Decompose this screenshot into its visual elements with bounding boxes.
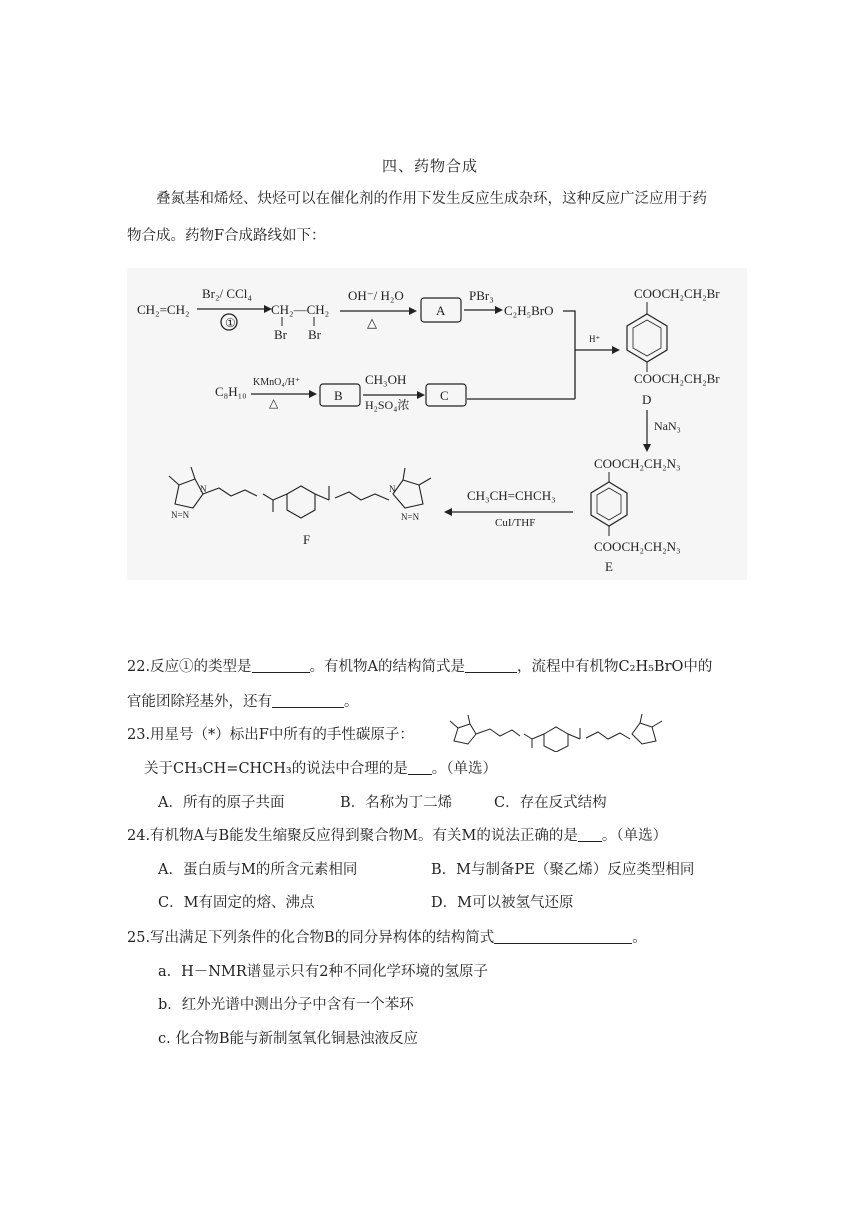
f-label: F bbox=[303, 532, 311, 547]
question-23-sub bbox=[144, 757, 497, 778]
q23-left-methyl-2 bbox=[468, 715, 470, 724]
arrow-5-head bbox=[417, 391, 425, 399]
e-benzene-ring bbox=[591, 482, 627, 526]
step-1-label: ① bbox=[225, 316, 236, 330]
heat-1: △ bbox=[367, 315, 377, 330]
f-left-methyl-2 bbox=[191, 467, 195, 479]
q23-option-a[interactable]: A．所有的原子共面 bbox=[158, 795, 285, 811]
q22-blank-1[interactable] bbox=[252, 658, 310, 673]
f-right-methyl-1 bbox=[403, 468, 405, 480]
q23-left-methyl-1 bbox=[450, 721, 458, 728]
q22-line2-text-b: 。 bbox=[344, 694, 359, 710]
reagent-pbr3: PBr₃ bbox=[469, 288, 494, 303]
f-right-triazole-n: N=N bbox=[401, 512, 420, 522]
reagent-ch3oh: CH₃OH bbox=[365, 372, 407, 387]
q24-option-c[interactable]: C．M有固定的熔、沸点 bbox=[158, 895, 315, 911]
f-left-co bbox=[273, 494, 287, 500]
arrow-6-head bbox=[444, 508, 452, 516]
q23-left-chain bbox=[476, 729, 520, 736]
e-top-group: COOCH₂CH₂N₃ bbox=[594, 456, 681, 471]
q23-right-triazole bbox=[632, 723, 656, 744]
q24-option-b[interactable]: B．M与制备PE（聚乙烯）反应类型相同 bbox=[431, 862, 695, 878]
d-benzene-inner bbox=[633, 320, 661, 356]
intro-line-1: 叠氮基和烯烃、炔烃可以在催化剂的作用下发生反应生成杂环，这种反应广泛应用于药 bbox=[156, 191, 707, 207]
q22-blank-3[interactable] bbox=[272, 693, 344, 708]
arrow-2-head bbox=[409, 307, 417, 315]
q24-option-a[interactable]: A．蛋白质与M的所含元素相同 bbox=[158, 862, 358, 878]
q23-right-methyl-2 bbox=[652, 721, 662, 727]
q23-f-structure bbox=[440, 712, 666, 752]
dibromo-chain: CH₂—CH₂ bbox=[271, 302, 330, 317]
scheme-svg bbox=[127, 268, 747, 580]
q23-sub-text-a: 关于CH₃CH=CHCH₃的说法中合理的是 bbox=[144, 761, 408, 777]
question-23: 23.用星号（*）标出F中所有的手性碳原子： bbox=[127, 727, 414, 743]
reagent-nan3: NaN₃ bbox=[654, 419, 681, 433]
q24-option-d[interactable]: D．M可以被氢气还原 bbox=[431, 895, 574, 911]
arrow-nan3-head bbox=[643, 444, 651, 452]
q23-right-chain bbox=[586, 732, 630, 739]
box-b-label: B bbox=[334, 388, 343, 403]
d-bottom-group: COOCH₂CH₂Br bbox=[634, 371, 720, 386]
question-22-line-1 bbox=[127, 655, 712, 676]
q25-text-a: 25.写出满足下列条件的化合物B的同分异构体的结构简式 bbox=[127, 930, 495, 946]
q23-right-co bbox=[568, 734, 580, 739]
f-left-triazole-n: N=N bbox=[171, 510, 190, 520]
arrow-4-head bbox=[309, 390, 317, 398]
e-bottom-group: COOCH₂CH₂N₃ bbox=[594, 539, 681, 554]
box-c-label: C bbox=[440, 388, 449, 403]
q22-text-c: ，流程中有机物C₂H₅BrO中的 bbox=[517, 659, 713, 675]
reagent-h: H⁺ bbox=[589, 334, 601, 344]
f-right-triazole bbox=[393, 480, 423, 508]
f-left-triazole-n1: N bbox=[200, 484, 207, 494]
q23-left-co bbox=[532, 734, 544, 739]
q25-text-b: 。 bbox=[632, 930, 647, 946]
box-a-label: A bbox=[436, 303, 446, 318]
q22-text-b: 。有机物A的结构简式是 bbox=[309, 659, 466, 675]
q23-sub-text-b: 。（单选） bbox=[431, 761, 497, 777]
q25-condition-c: c. 化合物B能与新制氢氧化铜悬浊液反应 bbox=[158, 1031, 418, 1047]
synthesis-scheme bbox=[127, 268, 747, 580]
q23-option-c[interactable]: C．存在反式结构 bbox=[494, 795, 607, 811]
d-label: D bbox=[642, 392, 652, 407]
reagent-oh: OH⁻/ H₂O bbox=[348, 288, 404, 303]
q22-blank-2[interactable] bbox=[465, 658, 517, 673]
f-left-ester bbox=[263, 494, 273, 512]
dibromo-br-1: Br bbox=[274, 327, 287, 342]
q24-text-b: 。（单选） bbox=[601, 828, 668, 844]
reagent-h2so4: H₂SO₄浓 bbox=[365, 398, 410, 412]
f-benzene-ring bbox=[287, 486, 315, 518]
f-right-chain bbox=[335, 492, 389, 500]
reagent-kmno4: KMnO₄/H⁺ bbox=[253, 377, 301, 388]
reagent-butene: CH₃CH=CHCH₃ bbox=[467, 488, 556, 503]
q22-line2-text-a: 官能团除羟基外，还有 bbox=[127, 694, 272, 710]
question-22-line-2 bbox=[127, 690, 359, 711]
e-label: E bbox=[605, 559, 613, 574]
dibromo-br-2: Br bbox=[308, 327, 321, 342]
question-24 bbox=[127, 824, 667, 845]
question-25 bbox=[127, 926, 647, 947]
q25-condition-b: b．红外光谱中测出分子中含有一个苯环 bbox=[158, 997, 414, 1013]
q23-option-b[interactable]: B．名称为丁二烯 bbox=[340, 795, 453, 811]
q24-blank[interactable] bbox=[578, 827, 602, 842]
section-title: 四、药物合成 bbox=[381, 157, 478, 175]
q22-text-a: 22.反应①的类型是 bbox=[127, 659, 252, 675]
reagent-br2: Br₂/ CCl₄ bbox=[202, 286, 252, 301]
q23-left-ester bbox=[524, 734, 532, 748]
f-left-chain bbox=[203, 488, 257, 496]
arrow-3-head bbox=[495, 306, 503, 314]
arrow-h-head bbox=[612, 346, 620, 354]
q25-blank[interactable] bbox=[494, 929, 632, 944]
heat-2: △ bbox=[269, 396, 279, 410]
connector-top bbox=[563, 311, 575, 399]
c8h10: C₈H₁₀ bbox=[215, 384, 247, 399]
e-benzene-inner bbox=[597, 488, 621, 520]
reagent-cui: CuI/THF bbox=[495, 517, 536, 529]
c2h5bro: C₂H₅BrO bbox=[504, 303, 554, 318]
q23-blank[interactable] bbox=[408, 760, 432, 775]
f-left-methyl-1 bbox=[169, 476, 179, 485]
q25-condition-a: a．H－NMR谱显示只有2种不同化学环境的氢原子 bbox=[158, 964, 488, 980]
q24-text-a: 24.有机物A与B能发生缩聚反应得到聚合物M。有关M的说法正确的是 bbox=[127, 828, 578, 844]
ethylene: CH₂=CH₂ bbox=[137, 302, 190, 317]
f-left-triazole bbox=[175, 479, 203, 508]
f-right-methyl-2 bbox=[419, 478, 431, 485]
intro-line-2: 物合成。药物F合成路线如下： bbox=[127, 228, 326, 244]
q23-benzene-ring bbox=[544, 727, 568, 752]
f-right-triazole-n1: N bbox=[389, 484, 396, 494]
f-right-co bbox=[315, 494, 329, 500]
d-top-group: COOCH₂CH₂Br bbox=[634, 286, 720, 301]
q23-right-methyl-1 bbox=[640, 714, 642, 723]
